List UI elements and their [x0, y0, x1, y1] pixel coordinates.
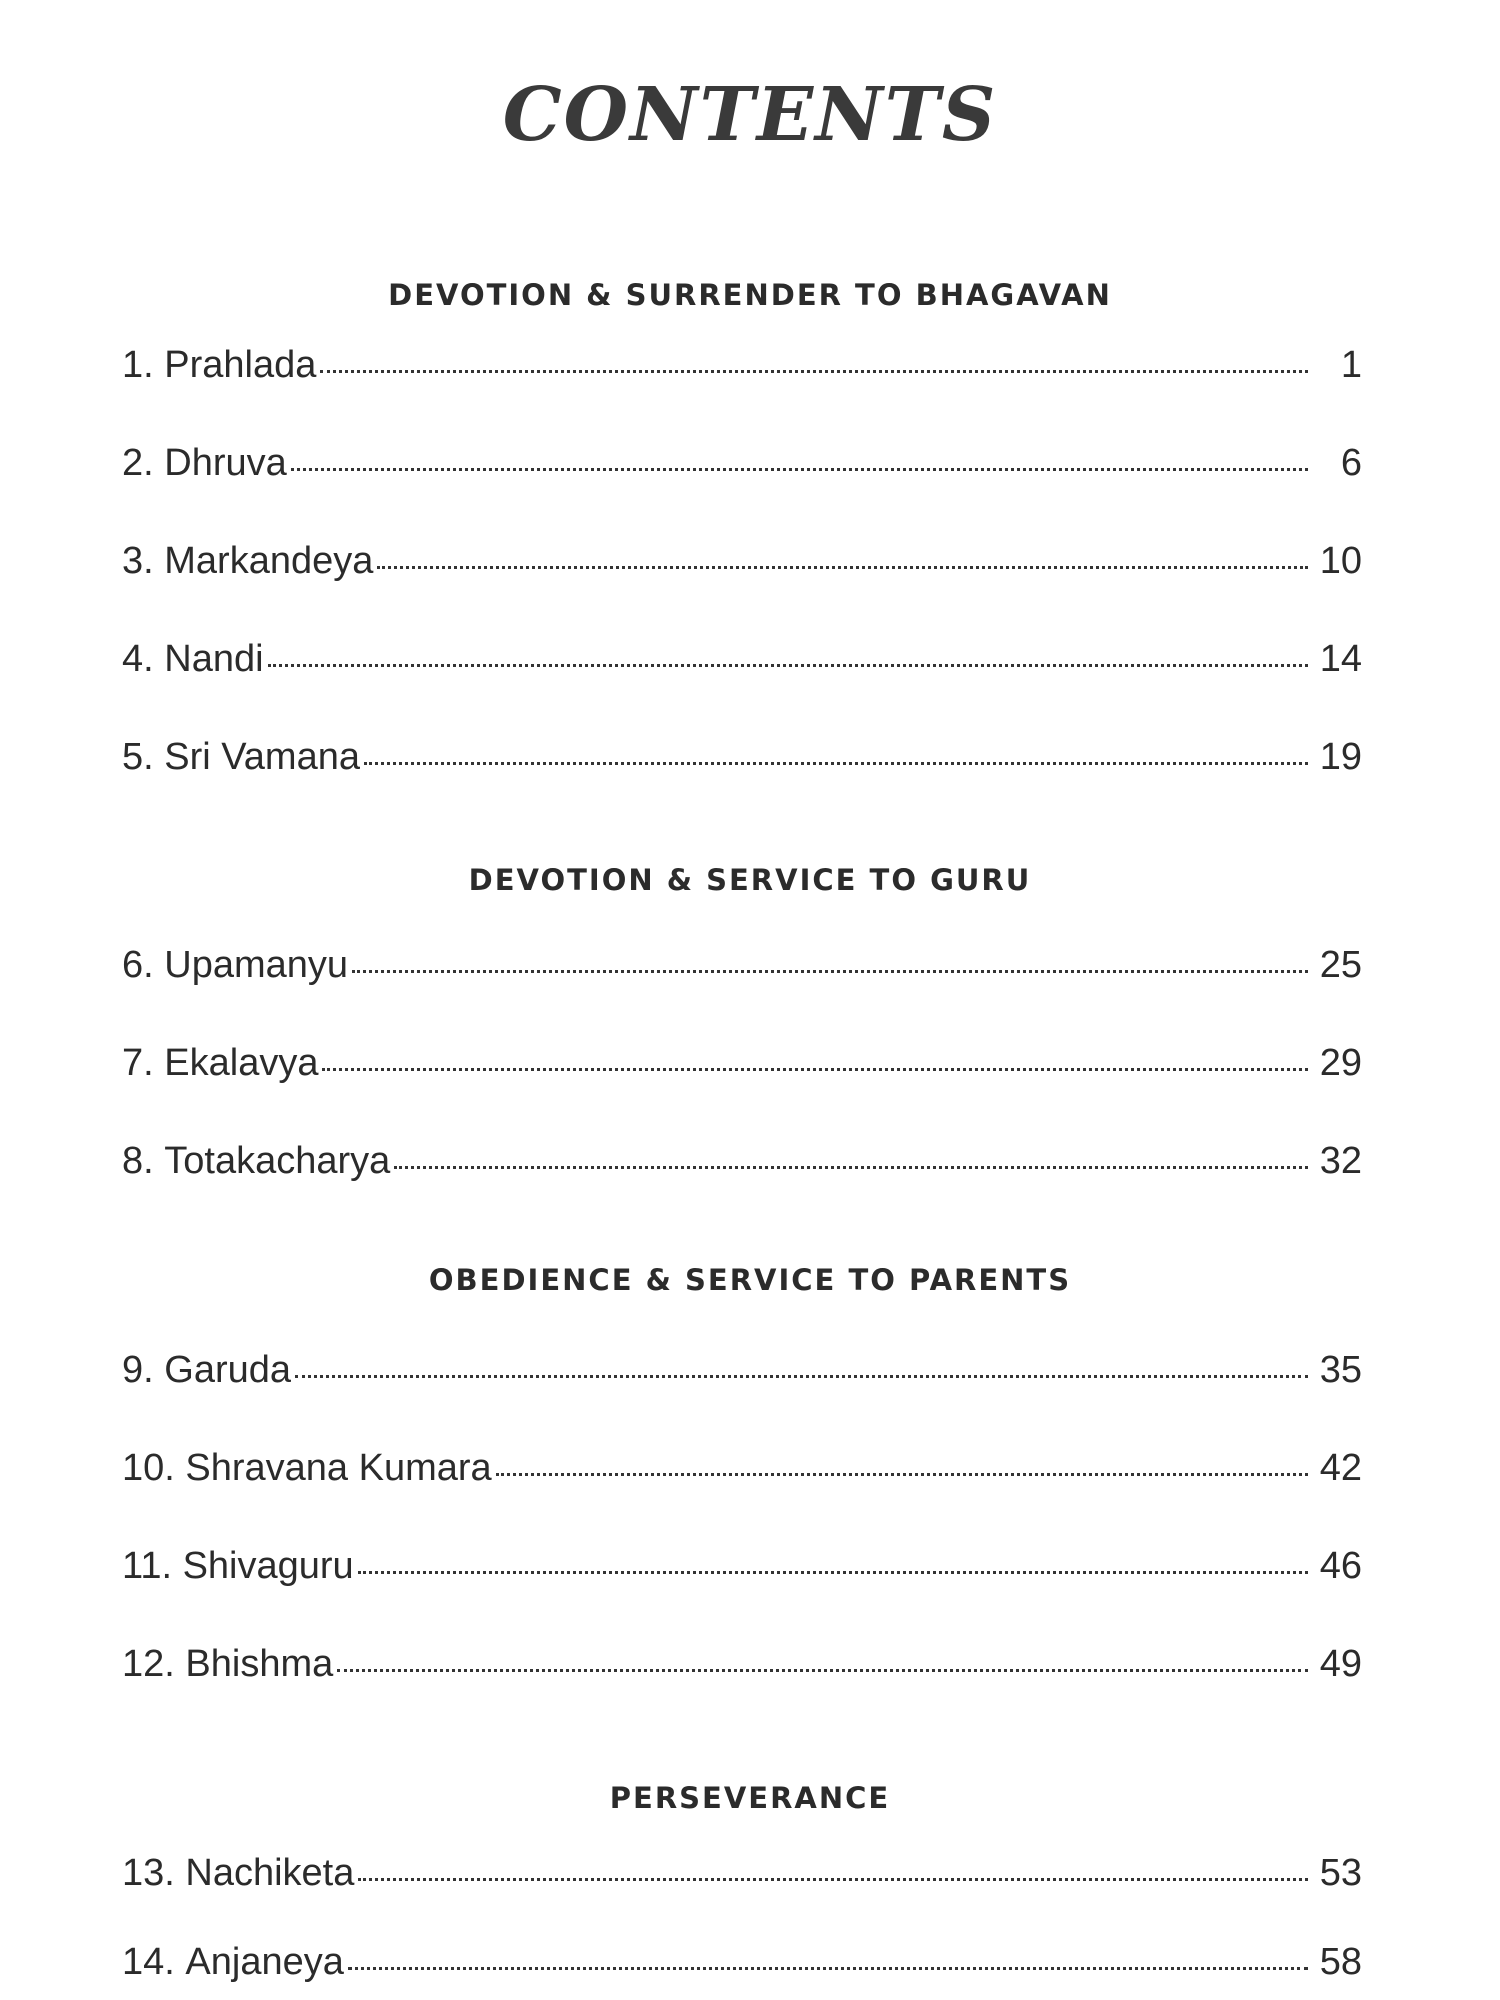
dot-leader [496, 1473, 1308, 1476]
dot-leader [295, 1375, 1308, 1378]
entry-page-number: 29 [1319, 1042, 1362, 1084]
entry-title: Shivaguru [182, 1545, 354, 1587]
entry-title: Bhishma [185, 1643, 334, 1685]
toc-entry-shravana-kumara[interactable] [122, 1443, 1362, 1493]
dot-leader [358, 1571, 1308, 1574]
entry-title: Ekalavya [164, 1042, 319, 1084]
section-heading-obedience-parents: OBEDIENCE & SERVICE TO PARENTS [428, 1263, 1072, 1297]
toc-entry-nachiketa[interactable] [122, 1848, 1362, 1898]
section-heading-devotion-surrender: DEVOTION & SURRENDER TO BHAGAVAN [388, 278, 1112, 312]
entry-page-number: 19 [1319, 736, 1362, 778]
page-title: CONTENTS [502, 72, 998, 158]
section-heading-devotion-guru: DEVOTION & SERVICE TO GURU [468, 863, 1032, 897]
entry-title: Shravana Kumara [185, 1447, 492, 1489]
entry-title: Anjaneya [185, 1941, 344, 1983]
entry-number: 7. [122, 1042, 154, 1084]
toc-entry-ekalavya[interactable] [122, 1038, 1362, 1088]
entry-page-number: 10 [1319, 540, 1362, 582]
entry-number: 13. [122, 1852, 175, 1894]
entry-page-number: 1 [1340, 344, 1362, 386]
entry-title: Dhruva [164, 442, 287, 484]
dot-leader [268, 664, 1308, 667]
dot-leader [364, 762, 1308, 765]
entry-number: 8. [122, 1140, 154, 1182]
dot-leader [377, 566, 1308, 569]
entry-page-number: 42 [1319, 1447, 1362, 1489]
entry-title: Prahlada [164, 344, 317, 386]
entry-page-number: 14 [1319, 638, 1362, 680]
entry-title: Markandeya [164, 540, 374, 582]
entry-page-number: 35 [1319, 1349, 1362, 1391]
entry-page-number: 46 [1319, 1545, 1362, 1587]
toc-entry-upamanyu[interactable] [122, 940, 1362, 990]
entry-title: Garuda [164, 1349, 292, 1391]
dot-leader [394, 1166, 1308, 1169]
entry-title: Upamanyu [164, 944, 349, 986]
entry-number: 14. [122, 1941, 175, 1983]
toc-entry-markandeya[interactable] [122, 536, 1362, 586]
entry-page-number: 32 [1319, 1140, 1362, 1182]
toc-entry-nandi[interactable] [122, 634, 1362, 684]
entry-number: 12. [122, 1643, 175, 1685]
entry-page-number: 58 [1319, 1941, 1362, 1983]
toc-entry-anjaneya[interactable] [122, 1937, 1362, 1987]
toc-entry-totakacharya[interactable] [122, 1136, 1362, 1186]
entry-title: Nachiketa [185, 1852, 355, 1894]
entry-title: Sri Vamana [164, 736, 360, 778]
entry-number: 9. [122, 1349, 154, 1391]
dot-leader [291, 468, 1308, 471]
dot-leader [352, 970, 1308, 973]
entry-title: Nandi [164, 638, 264, 680]
toc-entry-dhruva[interactable] [122, 438, 1362, 488]
entry-page-number: 53 [1319, 1852, 1362, 1894]
toc-entry-prahlada[interactable] [122, 340, 1362, 390]
toc-entry-bhishma[interactable] [122, 1639, 1362, 1689]
dot-leader [358, 1878, 1308, 1881]
entry-page-number: 25 [1319, 944, 1362, 986]
entry-number: 11. [122, 1545, 173, 1587]
entry-number: 4. [122, 638, 154, 680]
dot-leader [337, 1669, 1308, 1672]
dot-leader [320, 370, 1308, 373]
dot-leader [348, 1967, 1308, 1970]
dot-leader [322, 1068, 1308, 1071]
entry-page-number: 49 [1319, 1643, 1362, 1685]
entry-number: 3. [122, 540, 154, 582]
entry-number: 5. [122, 736, 154, 778]
toc-entry-sri-vamana[interactable] [122, 732, 1362, 782]
toc-entry-garuda[interactable] [122, 1345, 1362, 1395]
entry-title: Totakacharya [164, 1140, 391, 1182]
entry-number: 2. [122, 442, 154, 484]
entry-number: 6. [122, 944, 154, 986]
entry-number: 1. [122, 344, 154, 386]
toc-entry-shivaguru[interactable] [122, 1541, 1362, 1591]
entry-page-number: 6 [1340, 442, 1362, 484]
entry-number: 10. [122, 1447, 175, 1489]
section-heading-perseverance: PERSEVERANCE [609, 1781, 891, 1815]
